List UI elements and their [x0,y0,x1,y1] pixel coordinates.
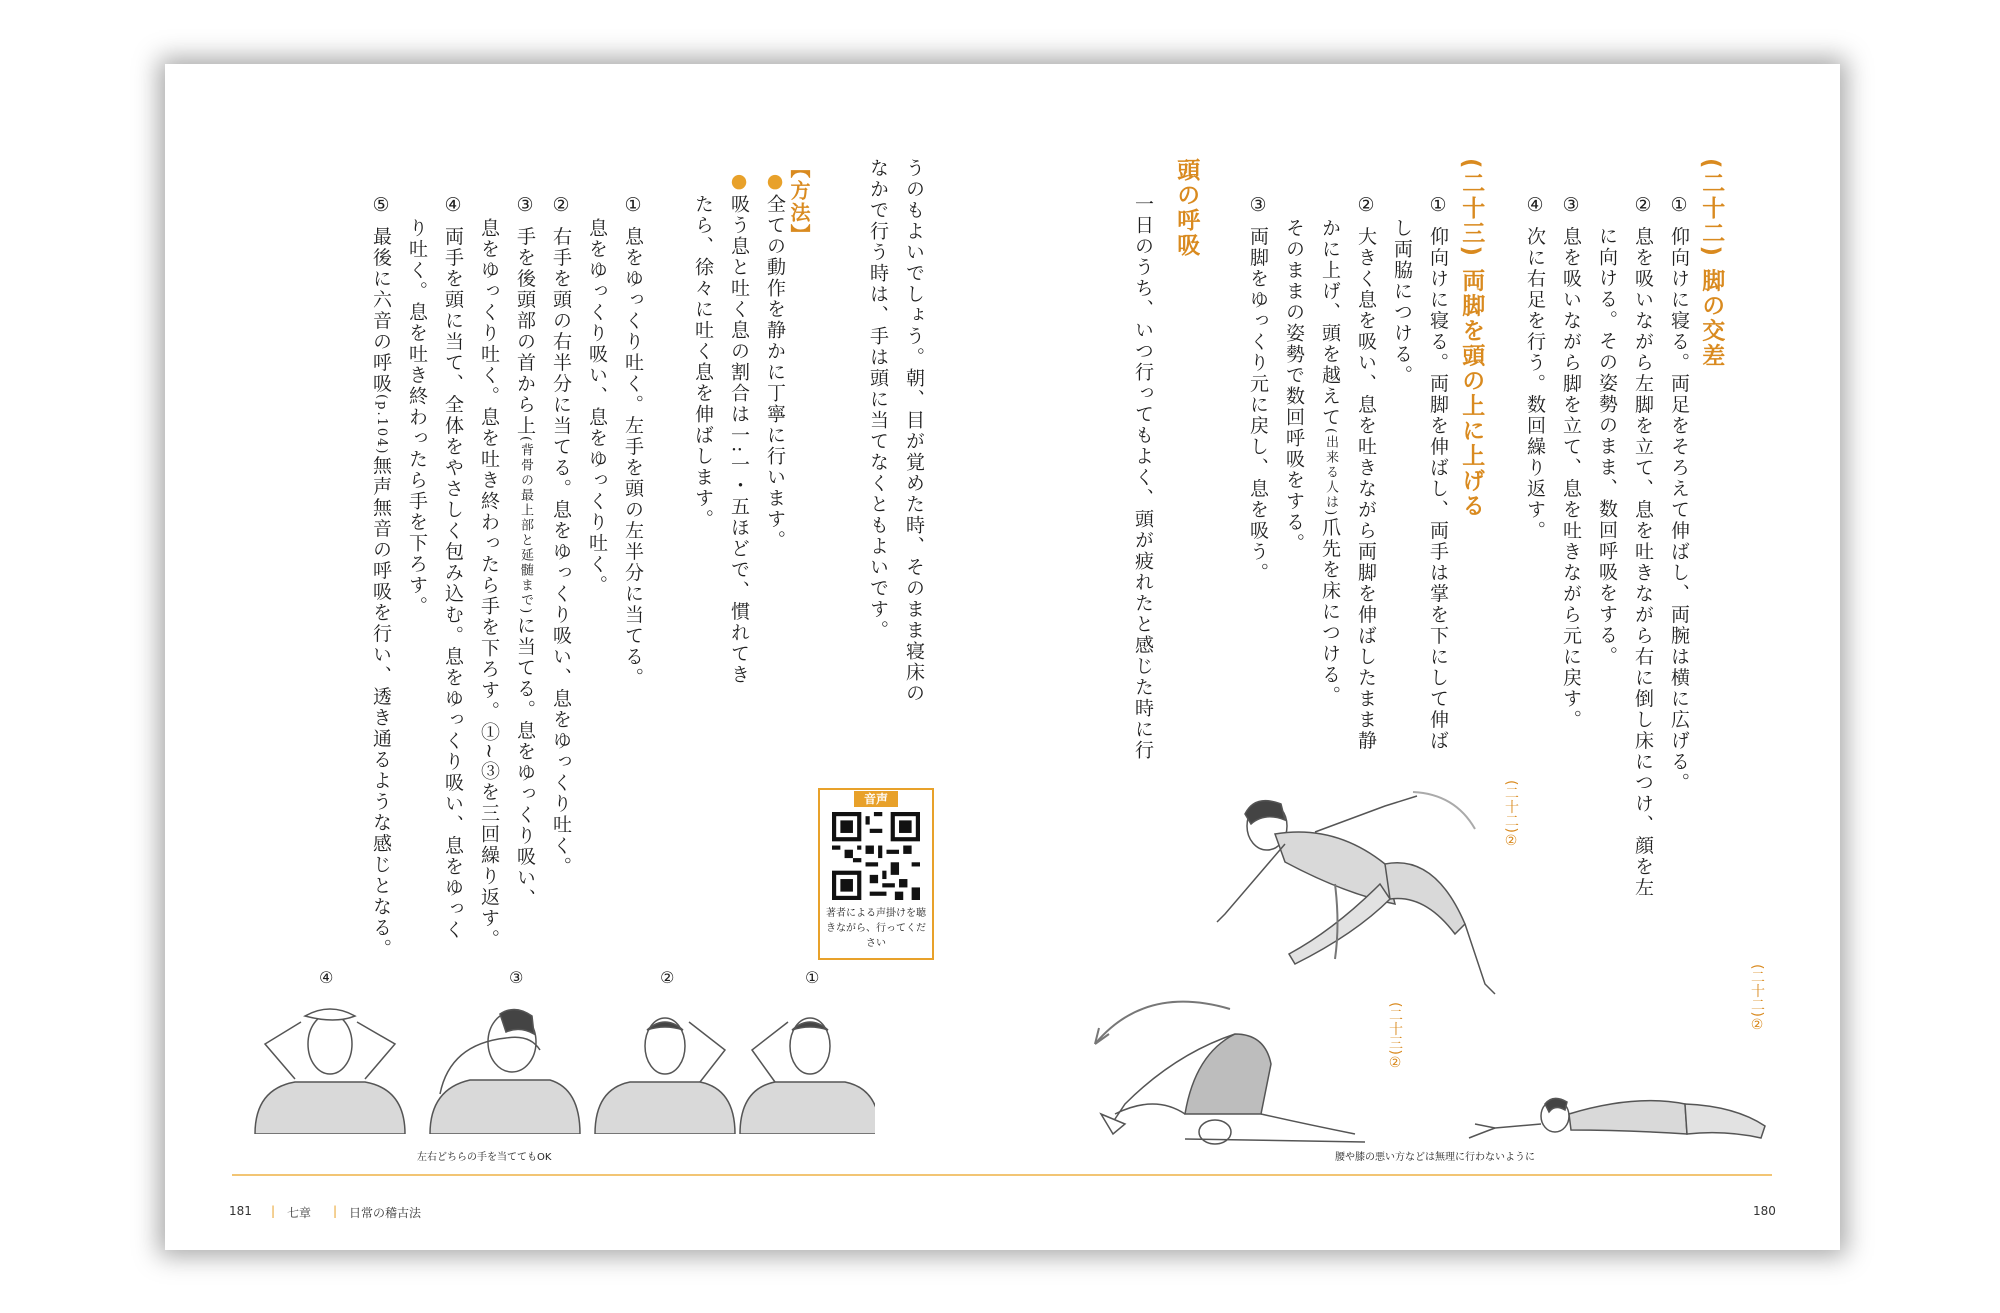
fig-number-4: ④ [319,968,334,987]
plow-pose-illustration [1065,964,1405,1164]
head-breathing-heading: 頭の呼吸 [1173,158,1200,258]
method-step: り吐く。息を吐き終わったら手を下ろす。 [406,218,428,617]
method-bullet: ●全ての動作を静かに丁寧に行います。 [764,170,786,551]
left-continuation: うのもよいでしょう。朝、目が覚めた時、そのまま寝床の なかで行う時は、手は頭に当てなくともよいです。 [867,158,925,704]
section-23-body [1240,194,1456,834]
fig-3-person [430,1009,580,1134]
qr-instruction: 著者による声掛けを聴きながら、行ってください [826,908,926,949]
method-heading: 【方法】 [787,158,811,246]
fig-label-22-bottom: (二十二)② [1749,964,1765,1033]
fig-1-person [740,1018,875,1134]
section-22-step: に向ける。その姿勢のまま、数回呼吸をする。 [1596,226,1618,667]
section-23-step-line: かに上げ、頭を越えて(出来る人は)爪先を床につける。 [1319,218,1341,707]
fig-number-3: ③ [509,968,524,987]
section-22-step: ③ 息を吸いながら脚を立て、息を吐きながら元に戻す。 [1560,194,1582,731]
audio-qr-box[interactable] [818,788,934,960]
fig-label-23: (二十三)② [1387,1002,1403,1071]
section-22-step: ④ 次に右足を行う。数回繰り返す。 [1524,194,1546,542]
method-bullet-cont: たら、徐々に吐く息を伸ばします。 [692,194,714,530]
fig-number-2: ② [660,968,675,987]
method-step: ① 息をゆっくり吐く。左手を頭の左半分に当てる。 [622,194,644,689]
footer-divider: | [333,1204,338,1218]
footer-divider: | [271,1204,276,1218]
lying-pose-illustration [1435,1064,1775,1154]
chapter-label: 七章 [287,1206,312,1220]
section-23-step: ③ 両脚をゆっくり元に戻し、息を吸う。 [1247,194,1269,584]
footer-rule [232,1174,1772,1176]
section-22-step: ② 息を吸いながら左脚を立て、息を吐きながら右に倒し床につけ、顔を左 [1632,194,1654,899]
head-breathing-illustrations [235,994,875,1134]
qr-code-icon[interactable] [832,812,920,900]
method-step: 息をゆっくり吸い、息をゆっくり吐く。 [586,218,608,596]
fig-label-22-top: (二十二)② [1503,780,1519,849]
page-number-right: 180 [1753,1204,1776,1218]
qr-title: 音声 [820,788,932,807]
method-bullets [685,170,793,790]
right-figure-caption: 腰や膝の悪い方などは無理に行わないように [1335,1152,1535,1163]
head-breathing-intro: 一日のうち、いつ行ってもよく、頭が疲れたと感じた時に行 [1132,194,1154,761]
method-step-line: ⑤ 最後に六音の呼吸(p.104)無声無音の呼吸を行い、透き通るような感じとなる。 [370,194,392,960]
section-22-step: ① 仰向けに寝る。両足をそろえて伸ばし、両腕は横に広げる。 [1668,194,1690,794]
section-23-step: し両脇につける。 [1391,218,1413,386]
bullet-dot-icon: ● [728,170,750,194]
book-spread [165,64,1840,1250]
fig-2-person [595,1018,735,1134]
left-figure-caption: 左右どちらの手を当ててもOK [417,1152,552,1163]
method-step-line: ③ 手を後頭部の首から上(背骨の最上部と延髄まで)に当てる。息をゆっくり吸い、 [514,194,536,910]
chapter-title: 日常の稽古法 [349,1206,422,1220]
fig-number-1: ① [805,968,820,987]
method-step: 息をゆっくり吐く。息を吐き終わったら手を下ろす。①~③を三回繰り返す。 [478,218,500,950]
method-steps [363,194,651,960]
page-number-left: 181 [229,1204,252,1218]
section-23-heading: (二十三) 両脚を頭の上に上げる [1458,158,1485,519]
method-step: ② 右手を頭の右半分に当てる。息をゆっくり吸い、息をゆっくり吐く。 [550,194,572,878]
fig-4-person [255,1009,405,1134]
bullet-dot-icon: ● [764,170,786,194]
section-22-body [1517,194,1697,899]
section-22-heading: (二十二) 脚の交差 [1698,158,1725,369]
section-23-step: ② 大きく息を吸い、息を吐きながら両脚を伸ばしたまま静 [1355,194,1377,752]
section-23-step: そのままの姿勢で数回呼吸をする。 [1283,218,1305,554]
method-bullet: ●吸う息と吐く息の割合は一:一・五ほどで、慣れてき [728,170,750,686]
section-23-step: ① 仰向けに寝る。両脚を伸ばし、両手は掌を下にして伸ば [1427,194,1449,752]
method-step: ④ 両手を頭に当て、全体をやさしく包み込む。息をゆっくり吸い、息をゆっく [442,194,464,941]
